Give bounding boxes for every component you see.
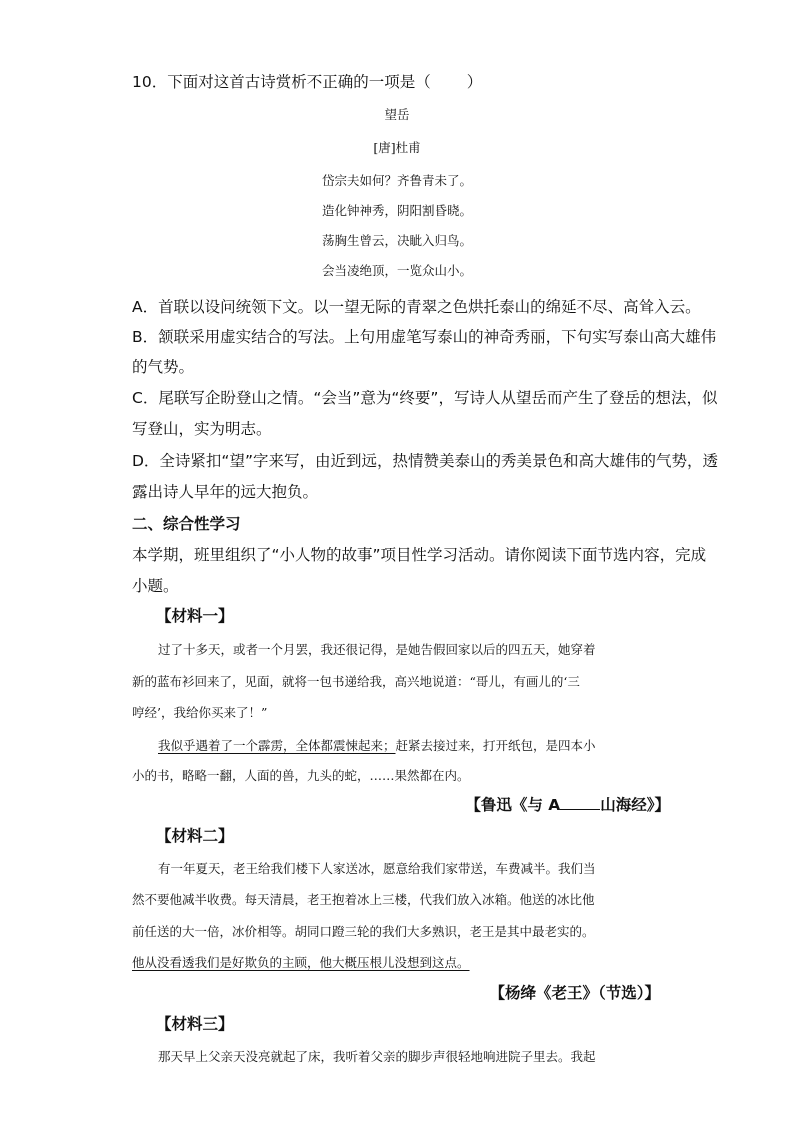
material-1-line-3: 哼经’，我给你买来了！” [132, 705, 268, 720]
material-1-source [465, 795, 670, 815]
material-2-line-2: 然不要他减半收费。每天清晨，老王抱着冰上三楼，代我们放入冰箱。他送的冰比他 [132, 892, 595, 907]
material-1-heading: 【材料一】 [156, 607, 234, 625]
section-2-intro-line-2: 小题。 [132, 577, 179, 595]
poem-line-4: 会当凌绝顶，一览众山小。 [321, 263, 472, 278]
material-1-line-1: 过了十多天，或者一个月罢，我还很记得，是她告假回家以后的四五天，她穿着 [158, 642, 596, 657]
option-c-line-1: C．尾联写企盼登山之情。“会当”意为“终要”，写诗人从望岳而产生了登岳的想法，似 [132, 389, 718, 407]
option-c-line-2: 写登山，实为明志。 [132, 420, 272, 438]
material-1-line-4 [158, 738, 698, 754]
section-2-intro-line-1: 本学期，班里组织了“小人物的故事”项目性学习活动。请你阅读下面节选内容，完成 [132, 546, 707, 564]
question-10-text: 10．下面对这首古诗赏析不正确的一项是（ [132, 73, 431, 91]
material-3-line-1: 那天早上父亲天没亮就起了床，我听着父亲的脚步声很轻地响进院子里去。我起 [158, 1049, 596, 1064]
material-2-line-1: 有一年夏天，老王给我们楼下人家送冰，愿意给我们家带送，车费减半。我们当 [158, 861, 596, 876]
option-b-line-2: 的气势。 [132, 358, 195, 376]
option-b-line-1: B．颔联采用虚实结合的写法。上句用虚笔写泰山的神奇秀丽，下句实写泰山高大雄伟 [132, 328, 717, 346]
material-2-source: 【杨绛《老王》（节选）】 [489, 984, 660, 1002]
option-a: A．首联以设问统领下文。以一望无际的青翠之色烘托泰山的绵延不尽、高耸入云。 [132, 298, 701, 316]
material-1-line-4-rest: 赶紧去接过来，打开纸包，是四本小 [395, 738, 596, 753]
material-1-source-suffix: 山海经》】 [600, 796, 670, 814]
material-3-heading: 【材料三】 [156, 1015, 234, 1033]
question-10-stem [132, 72, 672, 92]
material-2-line-4 [132, 955, 672, 971]
poem-line-2: 造化钟神秀，阴阳割昏晓。 [321, 203, 472, 218]
material-1-line-5: 小的书，略略一翻，人面的兽，九头的蛇，……果然都在内。 [132, 768, 470, 783]
material-1-line-2: 新的蓝布衫回来了，见面，就将一包书递给我，高兴地说道：“哥儿，有画儿的‘三 [132, 674, 580, 689]
material-2-line-3: 前任送的大一倍，冰价相等。胡同口蹬三轮的我们大多熟识，老王是其中最老实的。 [132, 924, 595, 939]
option-d-line-2: 露出诗人早年的远大抱负。 [132, 483, 319, 501]
material-1-source-prefix: 【鲁迅《与 A [465, 796, 561, 814]
section-2-heading: 二、综合性学习 [132, 515, 241, 533]
poem-line-3: 荡胸生曾云，决眦入归鸟。 [321, 233, 472, 248]
poem-author: [唐]杜甫 [373, 140, 421, 155]
question-10-paren-close: ） [466, 73, 483, 91]
material-2-underlined-sentence: 他从没看透我们是好欺负的主顾，他大概压根儿没想到这点。 [132, 955, 470, 970]
poem-title: 望岳 [384, 107, 410, 122]
fill-in-blank[interactable] [560, 795, 600, 810]
material-1-underlined-sentence: 我似乎遇着了一个霹雳，全体都震悚起来； [158, 738, 396, 753]
material-2-heading: 【材料二】 [156, 827, 234, 845]
option-d-line-1: D．全诗紧扣“望”字来写，由近到远，热情赞美泰山的秀美景色和高大雄伟的气势，透 [132, 452, 718, 470]
poem-line-1: 岱宗夫如何？齐鲁青未了。 [321, 173, 472, 188]
